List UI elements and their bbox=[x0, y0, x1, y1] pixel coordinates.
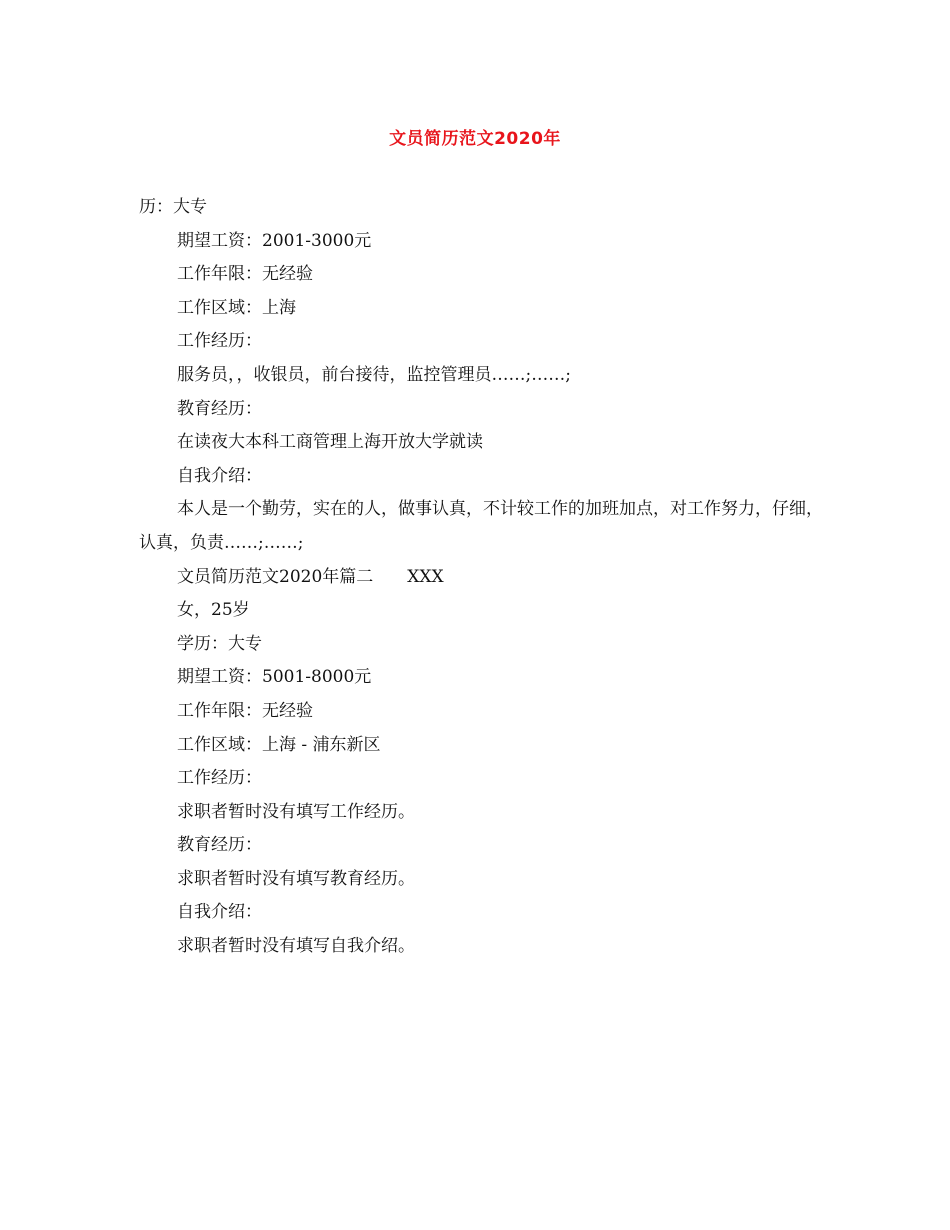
text-line: 工作区域：上海 bbox=[177, 297, 296, 318]
text-line: 工作经历： bbox=[177, 331, 262, 352]
text-line: 工作经历： bbox=[177, 768, 262, 789]
text-line: 教育经历： bbox=[177, 398, 262, 419]
text-line: 在读夜大本科工商管理上海开放大学就读 bbox=[177, 432, 483, 453]
text-line: 工作区域：上海 - 浦东新区 bbox=[177, 734, 381, 755]
text-line: 期望工资：2001-3000元 bbox=[177, 230, 372, 251]
text-line: 求职者暂时没有填写工作经历。 bbox=[177, 801, 415, 822]
text-line: 自我介绍： bbox=[177, 902, 262, 923]
text-line: 历：大专 bbox=[139, 197, 207, 217]
text-line: 工作年限：无经验 bbox=[177, 700, 313, 721]
text-line: 服务员，，收银员，前台接待，监控管理员……;……; bbox=[177, 364, 571, 385]
document-body bbox=[139, 191, 839, 964]
text-line bbox=[139, 561, 839, 595]
candidate-name: XXX bbox=[407, 566, 444, 587]
text-line: 工作年限：无经验 bbox=[177, 264, 313, 285]
text-line: 求职者暂时没有填写自我介绍。 bbox=[177, 936, 415, 957]
document-title: 文员简历范文2020年 bbox=[389, 129, 561, 149]
text-line: 教育经历： bbox=[177, 835, 262, 856]
text-line: 自我介绍： bbox=[177, 465, 262, 486]
text-line: 女，25岁 bbox=[177, 600, 250, 621]
text-line: 期望工资：5001-8000元 bbox=[177, 667, 372, 688]
text-line: 学历：大专 bbox=[177, 633, 262, 654]
text-paragraph: 本人是一个勤劳，实在的人，做事认真，不计较工作的加班加点，对工作努力，仔细，认真，负责……;……; bbox=[139, 499, 823, 553]
section-heading: 文员简历范文2020年篇二 bbox=[177, 566, 374, 587]
text-line: 求职者暂时没有填写教育经历。 bbox=[177, 868, 415, 889]
